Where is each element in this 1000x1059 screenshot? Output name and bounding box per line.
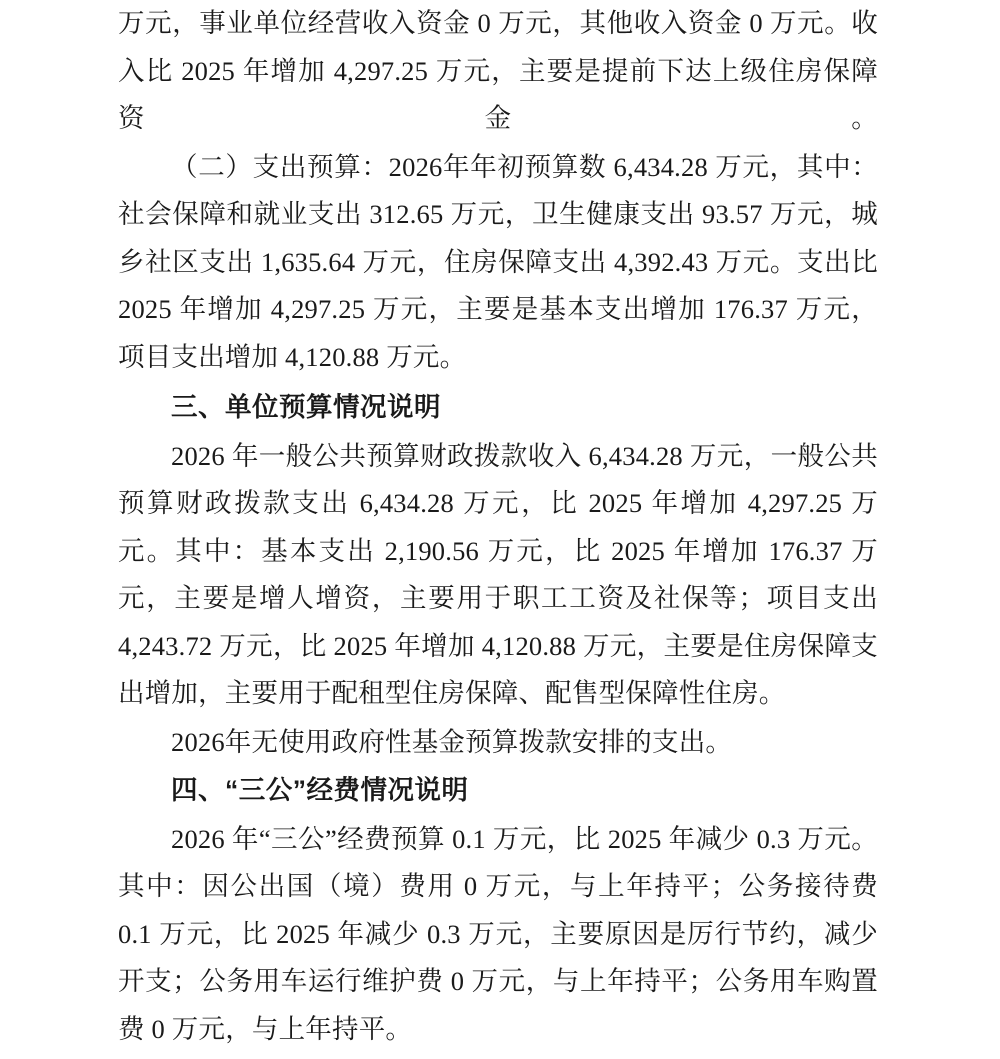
paragraph-three-public-detail: 2026 年“三公”经费预算 0.1 万元，比 2025 年减少 0.3 万元。其中：因公出国（境）费用 0 万元，与上年持平；公务接待费 0.1 万元，比 2025 年减少 0.3 万元，主要原因是厉行节约，减少开支；公务用车运行维护费 0 万元，与上年持平；公务用车购置费 0 万元，与上年持平。	[118, 823, 878, 1044]
heading-unit-budget: 三、单位预算情况说明	[171, 392, 441, 422]
paragraph-government-fund: 2026年无使用政府性基金预算拨款安排的支出。	[171, 726, 733, 757]
heading-three-public: 四、“三公”经费情况说明	[171, 775, 469, 805]
paragraph-expenditure-budget: （二）支出预算：2026年年初预算数 6,434.28 万元，其中：社会保障和就业支出 312.65 万元，卫生健康支出 93.57 万元，城乡社区支出 1,635.64 万元，住房保障支出 4,392.43 万元。支出比 2025 年增加 4,297.25 万元，主要是基本支出增加 176.37 万元，项目支出增加 4,120.88 万元。	[118, 151, 878, 372]
paragraph-unit-budget-detail: 2026 年一般公共预算财政拨款收入 6,434.28 万元，一般公共预算财政拨款支出 6,434.28 万元，比 2025 年增加 4,297.25 万元。其中：基本支出 2,190.56 万元，比 2025 年增加 176.37 万元，主要是增人增资，主要用于职工工资及社保等；项目支出 4,243.72 万元，比 2025 年增加 4,120.88 万元，主要是住房保障支出增加，主要用于配租型住房保障、配售型保障性住房。	[118, 440, 878, 708]
paragraph-income-continued: 万元，事业单位经营收入资金 0 万元，其他收入资金 0 万元。收入比 2025 年增加 4,297.25 万元，主要是提前下达上级住房保障资金。	[118, 8, 878, 133]
